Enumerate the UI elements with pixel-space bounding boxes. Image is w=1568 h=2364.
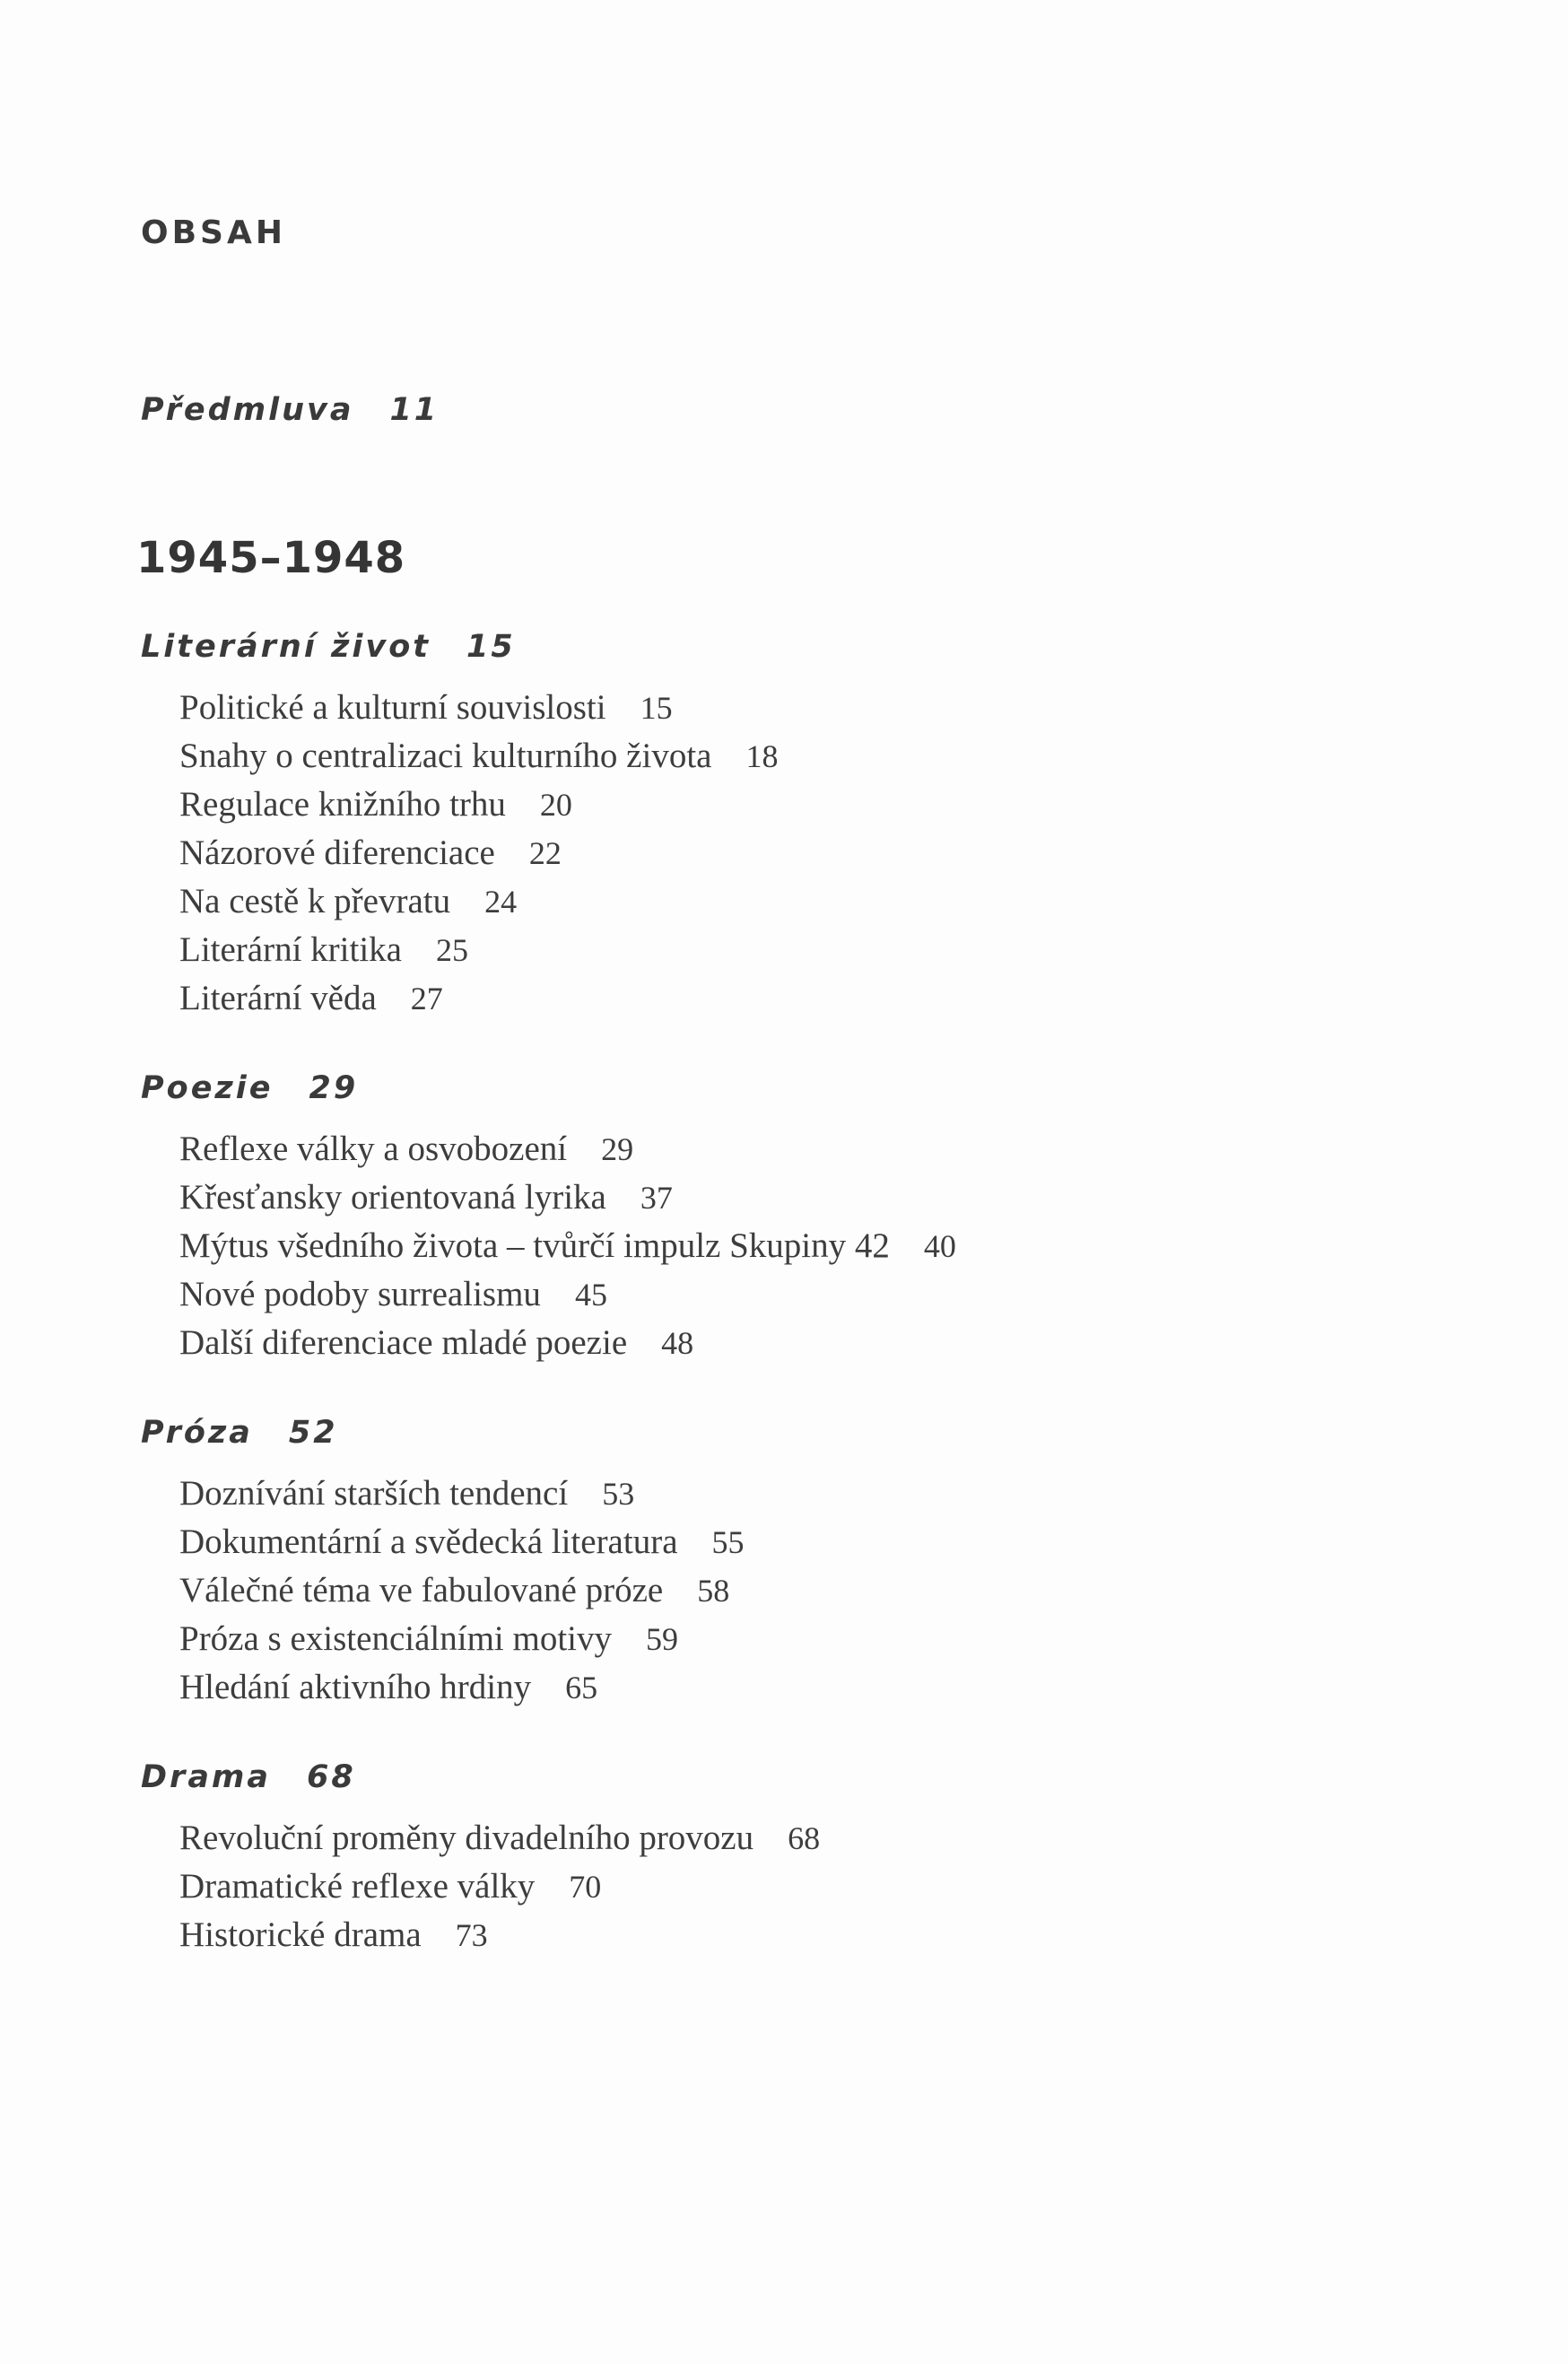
toc-entry[interactable] [179,732,1486,781]
entry-title: Historické drama [179,1915,422,1954]
entry-title: Dramatické reflexe války [179,1867,536,1906]
entry-page-number: 15 [640,690,673,726]
entry-page-number: 20 [539,787,572,823]
section-title[interactable] [141,1758,1486,1796]
section-page-number: 68 [307,1759,356,1795]
toc-section-drama [141,1758,1486,1959]
entry-title: Doznívání starších tendencí [179,1474,569,1513]
toc-entry[interactable] [179,1566,1486,1615]
section-entries [141,684,1486,1023]
entry-page-number: 37 [640,1180,673,1216]
entry-page-number: 25 [435,932,468,968]
entry-page-number: 22 [528,835,562,871]
toc-entry[interactable] [179,781,1486,829]
entry-page-number: 70 [569,1869,602,1905]
toc-entry[interactable] [179,1814,1486,1862]
entry-page-number: 29 [601,1131,634,1167]
toc-entry[interactable] [179,1173,1486,1222]
entry-title: Revoluční proměny divadelního provozu [179,1819,754,1857]
section-title-text: Próza [141,1415,253,1451]
entry-page-number: 68 [788,1820,821,1856]
entry-page-number: 24 [484,884,518,920]
section-title-text: Drama [141,1759,272,1795]
entry-page-number: 40 [923,1228,956,1264]
toc-section-proza [141,1414,1486,1712]
toc-entry[interactable] [179,1222,1486,1270]
entry-page-number: 59 [646,1621,678,1657]
entry-page-number: 48 [661,1325,694,1361]
section-page-number: 29 [309,1070,359,1106]
toc-section-literarni-zivot [141,628,1486,1023]
entry-title: Politické a kulturní souvislosti [179,688,606,727]
entry-page-number: 58 [697,1573,730,1609]
entry-title: Literární kritika [179,930,402,969]
preface-title: Předmluva [141,392,354,428]
toc-entry[interactable] [179,877,1486,926]
entry-title: Reflexe války a osvobození [179,1130,568,1168]
toc-entry[interactable] [179,829,1486,877]
entry-title: Hledání aktivního hrdiny [179,1668,532,1706]
entry-title: Válečné téma ve fabulované próze [179,1571,664,1609]
section-entries [141,1125,1486,1367]
entry-title: Literární věda [179,979,377,1017]
toc-entry[interactable] [179,1518,1486,1566]
entry-title: Próza s existenciálními motivy [179,1619,612,1658]
section-entries [141,1470,1486,1712]
entry-page-number: 53 [602,1476,635,1512]
entry-page-number: 27 [410,981,443,1016]
entry-title: Další diferenciace mladé poezie [179,1323,628,1362]
part-title: 1945–1948 [136,533,406,583]
toc-entry[interactable] [179,684,1486,732]
preface-page-number: 11 [389,392,440,428]
section-title-text: Poezie [141,1070,274,1106]
toc-section-poezie [141,1069,1486,1367]
entry-page-number: 73 [455,1917,488,1953]
toc-entry[interactable] [179,1615,1486,1663]
toc-entry[interactable] [179,1911,1486,1959]
section-page-number: 52 [288,1415,338,1451]
section-title[interactable] [141,1414,1486,1452]
toc-entry[interactable] [179,1125,1486,1173]
toc-entry[interactable] [179,926,1486,974]
toc-sections [141,628,1486,2006]
section-entries [141,1814,1486,1959]
toc-entry[interactable] [179,1470,1486,1518]
entry-title: Křesťansky orientovaná lyrika [179,1178,606,1217]
toc-entry[interactable] [179,1663,1486,1712]
page-heading: OBSAH [141,214,286,251]
section-title-text: Literární život [141,629,431,665]
entry-title: Mýtus všedního života – tvůrčí impulz Skupiny 42 [179,1226,890,1265]
entry-page-number: 55 [711,1524,745,1560]
toc-entry[interactable] [179,1319,1486,1367]
entry-title: Nové podoby surrealismu [179,1275,541,1313]
section-title[interactable] [141,1069,1486,1107]
entry-title: Regulace knižního trhu [179,785,506,824]
toc-preface[interactable] [141,392,440,428]
entry-title: Dokumentární a svědecká literatura [179,1522,678,1561]
entry-page-number: 65 [565,1670,598,1705]
entry-title: Na cestě k převratu [179,882,451,920]
entry-title: Snahy o centralizaci kulturního života [179,737,712,775]
entry-page-number: 18 [745,738,779,774]
toc-entry[interactable] [179,1862,1486,1911]
section-title[interactable] [141,628,1486,666]
section-page-number: 15 [466,629,516,665]
entry-page-number: 45 [574,1277,607,1313]
toc-entry[interactable] [179,974,1486,1023]
entry-title: Názorové diferenciace [179,833,495,872]
toc-entry[interactable] [179,1270,1486,1319]
